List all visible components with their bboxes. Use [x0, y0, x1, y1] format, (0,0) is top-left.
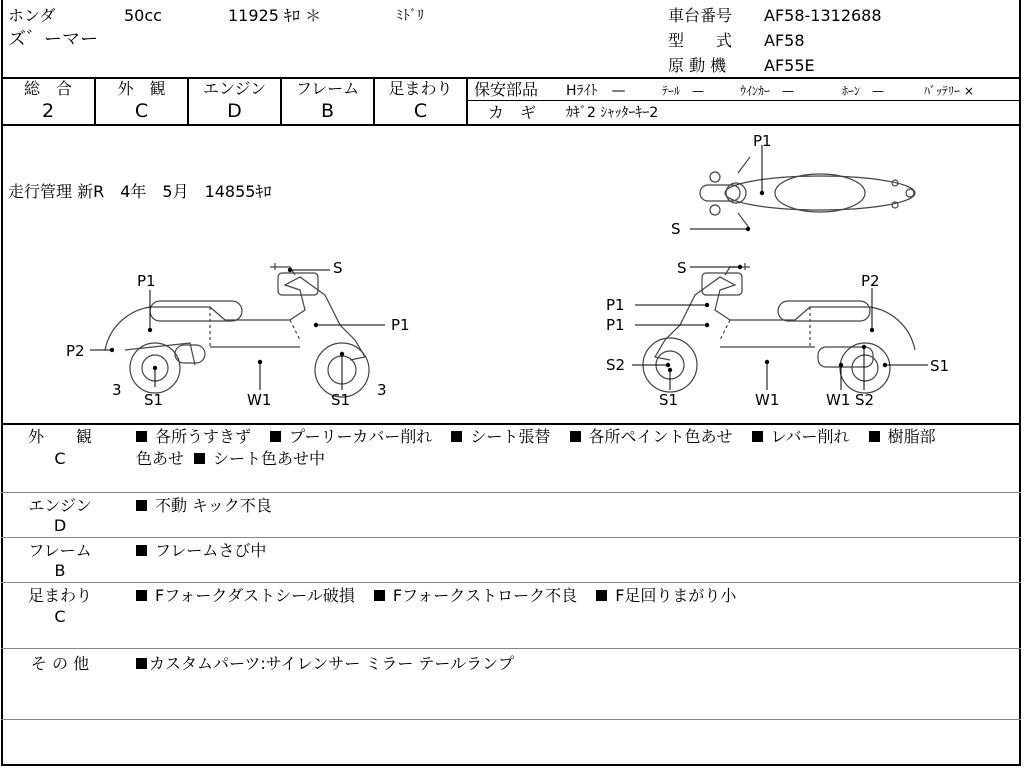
label-w1: W1 — [755, 391, 780, 409]
type-label: 型 式 — [668, 31, 733, 50]
key-label: カ ギ — [488, 103, 537, 122]
remarks-suspension-grade: C — [54, 607, 66, 626]
label-p1: P1 — [137, 272, 156, 290]
label-s1: S1 — [331, 391, 351, 409]
engine-grade-label: エンジン — [202, 79, 267, 98]
suspension-grade: C — [413, 100, 428, 122]
scooter-top-view — [700, 157, 915, 229]
remark-item: Fフォークダストシール破損 — [155, 586, 355, 605]
frame-grade-label: フレーム — [295, 79, 360, 98]
remarks-exterior-line1 — [136, 426, 936, 448]
grid-line — [1, 719, 1021, 720]
label-3: 3 — [112, 381, 122, 399]
remark-item: 樹脂部 — [887, 427, 936, 446]
overall-label: 総 合 — [23, 79, 72, 98]
key-value: ｶｷﾞ2 ｼｬｯﾀｰｷｰ2 — [566, 105, 659, 121]
label-w1: W1 — [247, 391, 272, 409]
remarks-exterior-line2 — [136, 448, 325, 470]
remark-item: 不動 キック不良 — [155, 496, 272, 515]
winker-status: ｳｲﾝｶｰ — — [740, 84, 795, 98]
battery-status: ﾊﾞｯﾃﾘｰ × — [924, 84, 974, 98]
remarks-other-label: そ の 他 — [30, 654, 90, 673]
remarks-engine-items — [136, 495, 272, 517]
label-s: S — [333, 259, 343, 277]
remarks-engine-grade: D — [53, 516, 67, 535]
headlight-status: Hﾗｲﾄ — — [566, 83, 626, 99]
security-label: 保安部品 — [474, 80, 539, 99]
label-s1: S1 — [659, 391, 679, 409]
grid-line — [1, 537, 1021, 538]
remark-item: 各所ペイント色あせ — [588, 427, 733, 446]
grid-line — [466, 77, 468, 125]
label-p2: P2 — [66, 342, 85, 360]
engine-value: AF55E — [764, 56, 815, 75]
suspension-grade-label: 足まわり — [388, 79, 453, 98]
frame-grade: B — [320, 100, 335, 122]
label-s1: S1 — [930, 357, 950, 375]
remark-item: F足回りまがり小 — [615, 586, 737, 605]
remark-item: 各所うすきず — [155, 427, 252, 446]
color: ﾐﾄﾞﾘ — [396, 8, 424, 24]
remarks-exterior-grade: C — [54, 449, 66, 468]
remark-item: プーリーカバー削れ — [289, 427, 433, 446]
overall-grade: 2 — [41, 100, 55, 122]
remarks-frame-label: フレーム — [28, 541, 92, 560]
engine-label: 原 動 機 — [668, 56, 727, 75]
frame-no-label: 車台番号 — [668, 6, 733, 25]
grid-line — [1, 582, 1021, 583]
grid-line — [1, 423, 1021, 425]
remark-item: シート色あせ中 — [213, 449, 326, 468]
engine-grade: D — [227, 100, 242, 122]
model-name: ズ゛ーマー — [8, 29, 98, 50]
label-s: S — [671, 220, 681, 238]
remarks-suspension-items — [136, 585, 750, 607]
horn-status: ﾎｰﾝ — — [842, 84, 885, 98]
taillight-status: ﾃｰﾙ — — [662, 84, 705, 98]
label-s: S — [677, 259, 687, 277]
remarks-frame-items — [136, 540, 266, 562]
remarks-engine-label: エンジン — [28, 496, 92, 515]
remark-item: フレームさび中 — [155, 541, 267, 560]
remarks-frame-grade: B — [54, 561, 66, 580]
grid-line — [1, 648, 1021, 649]
label-s2: S2 — [855, 391, 875, 409]
label-p1: P1 — [753, 132, 772, 150]
maker: ホンダ — [8, 6, 56, 25]
frame-no: AF58-1312688 — [764, 6, 882, 25]
label-p1: P1 — [606, 296, 625, 314]
remark-item: カスタムパーツ:サイレンサー ミラー テールランプ — [149, 654, 515, 673]
exterior-grade: C — [134, 100, 149, 122]
remark-item: 色あせ — [136, 449, 185, 468]
remarks-other-items — [136, 653, 514, 675]
mileage: 11925 ｷﾛ ＊ — [228, 6, 322, 25]
label-3: 3 — [377, 381, 387, 399]
remark-item: レバー削れ — [770, 427, 850, 446]
label-p1: P1 — [606, 316, 625, 334]
grid-line — [1, 492, 1021, 493]
remark-item: シート張替 — [470, 427, 551, 446]
displacement: 50cc — [124, 6, 162, 25]
label-s2: S2 — [606, 356, 626, 374]
remarks-suspension-label: 足まわり — [27, 586, 92, 605]
odometer-note: 走行管理 新R 4年 5月 14855ｷﾛ — [8, 182, 272, 201]
exterior-label: 外 観 — [117, 79, 166, 98]
type-value: AF58 — [764, 31, 805, 50]
label-w1: W1 — [826, 391, 851, 409]
remarks-exterior-label: 外 観 — [27, 427, 92, 446]
label-p2: P2 — [861, 272, 880, 290]
label-p1: P1 — [391, 316, 410, 334]
label-s1: S1 — [144, 391, 164, 409]
remark-item: Fフォークストローク不良 — [392, 586, 578, 605]
